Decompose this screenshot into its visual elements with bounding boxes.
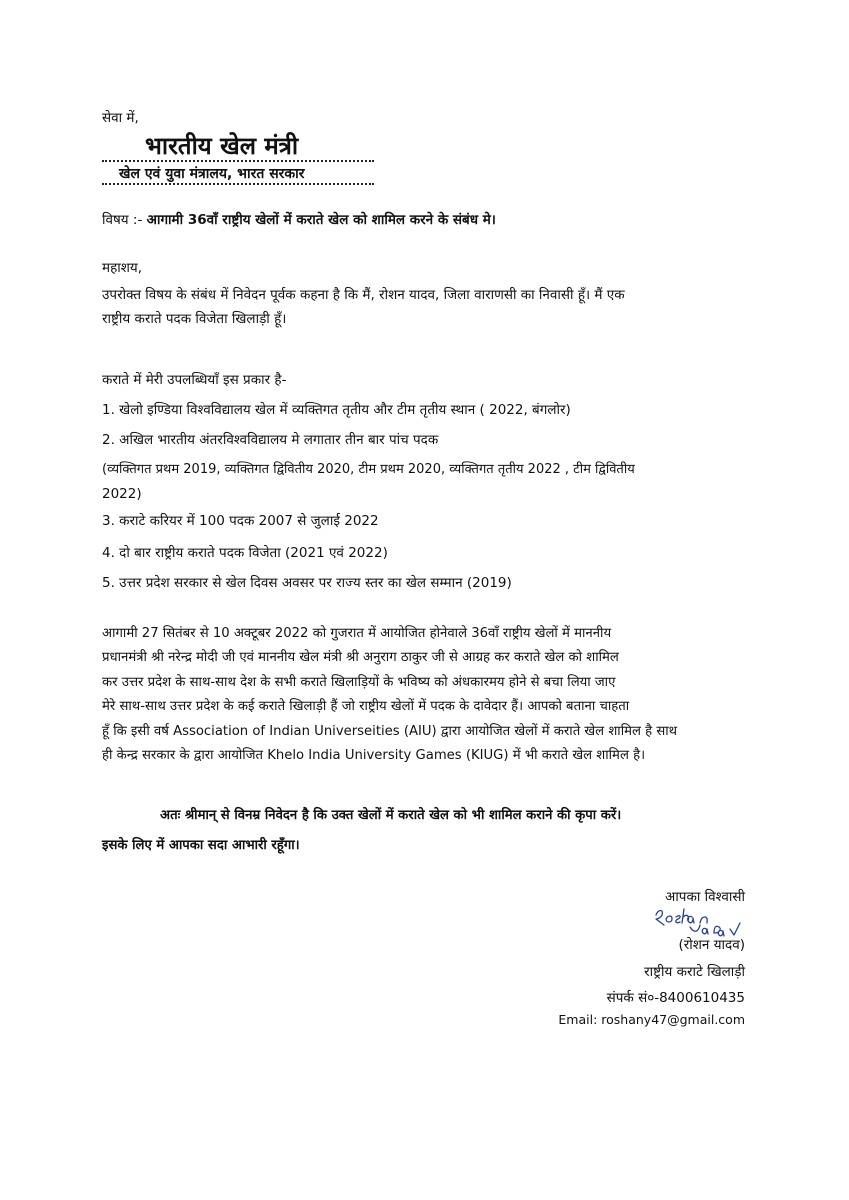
intro-line: राष्ट्रीय कराते पदक विजेता खिलाड़ी हूँ। xyxy=(102,311,287,328)
dotted-underline-1 xyxy=(102,160,374,162)
subject-label: विषय :- xyxy=(102,212,143,228)
recipient-title: भारतीय खेल मंत्री xyxy=(145,132,299,160)
achievement-item: 1. खेलो इण्डिया विश्वविद्यालय खेल में व्यक्तिगत तृतीय और टीम तृतीय स्थान ( 2022, बंगलोर) xyxy=(102,402,571,418)
salutation-to: सेवा में, xyxy=(102,110,139,126)
greeting: महाशय, xyxy=(102,260,143,276)
body-line: हूँ कि इसी वर्ष Association of Indian Universeities (AIU) द्वारा आयोजित खेलों में कराते खेल शामिल है साथ xyxy=(102,723,678,739)
achievements-heading: कराते में मेरी उपलब्धियाँ इस प्रकार है- xyxy=(102,372,287,388)
achievement-item: 3. कराटे करियर में 100 पदक 2007 से जुलाई 2022 xyxy=(102,513,379,529)
request-line: अतः श्रीमान् से विनम्र निवेदन है कि उक्त खेलों में कराते खेल को भी शामिल कराने की कृपा करें। xyxy=(160,808,622,823)
closing-yours: आपका विश्वासी xyxy=(665,889,745,905)
body-line: ही केन्द्र सरकार के द्वारा आयोजित Khelo India University Games (KIUG) में भी कराते खेल शामिल है। xyxy=(102,748,646,764)
body-paragraph xyxy=(102,622,752,768)
achievement-item: 2022) xyxy=(102,486,142,502)
achievement-item: 2. अखिल भारतीय अंतरविश्वविद्यालय मे लगातार तीन बार पांच पदक xyxy=(102,432,439,448)
closing-designation: राष्ट्रीय कराटे खिलाड़ी xyxy=(644,964,745,980)
achievement-item: 5. उत्तर प्रदेश सरकार से खेल दिवस अवसर पर राज्य स्तर का खेल सम्मान (2019) xyxy=(102,575,512,591)
body-line: कर उत्तर प्रदेश के साथ-साथ देश के सभी कराते खिलाड़ियों के भविष्य को अंधकारमय होने से बचा लिया जाए xyxy=(102,674,616,690)
closing-name: (रोशन यादव) xyxy=(678,937,745,953)
body-line: मेरे साथ-साथ उत्तर प्रदेश के कई कराते खिलाड़ी हैं जो राष्ट्रीय खेलों में पदक के दावेदार हैं। आपको बताना चाहता xyxy=(102,699,630,715)
request-line: इसके लिए में आपका सदा आभारी रहूँगा। xyxy=(102,838,300,853)
dotted-underline-2 xyxy=(102,183,374,185)
closing-email: Email: roshany47@gmail.com xyxy=(558,1012,745,1027)
intro-paragraph xyxy=(102,283,752,332)
body-line: प्रधानमंत्री श्री नरेन्द्र मोदी जी एवं माननीय खेल मंत्री श्री अनुराग ठाकुर जी से आग्रह कर कराते खेल को शामिल xyxy=(102,650,619,666)
subject-text: आगामी 36वाँ राष्ट्रीय खेलों में कराते खेल को शामिल करने के संबंध मे। xyxy=(146,212,496,228)
intro-line: उपरोक्त विषय के संबंध में निवेदन पूर्वक कहना है कि मैं, रोशन यादव, जिला वाराणसी का निवासी हूँ। मैं एक xyxy=(102,287,625,303)
subject-line xyxy=(102,210,496,230)
closing-contact: संपर्क सं०-8400610435 xyxy=(606,990,745,1006)
signature-text: Roshan Yadav xyxy=(650,905,657,906)
achievement-item: (व्यक्तिगत प्रथम 2019, व्यक्तिगत द्विवितीय 2020, टीम प्रथम 2020, व्यक्तिगत तृतीय 2022 , टीम द्विवितीय xyxy=(102,462,635,477)
recipient-dept: खेल एवं युवा मंत्रालय, भारत सरकार xyxy=(119,166,305,182)
achievement-item: 4. दो बार राष्ट्रीय कराते पदक विजेता (2021 एवं 2022) xyxy=(102,545,388,561)
body-line: आगामी 27 सितंबर से 10 अक्टूबर 2022 को गुजरात में आयोजित होनेवाले 36वाँ राष्ट्रीय खेलों में माननीय xyxy=(102,626,612,641)
